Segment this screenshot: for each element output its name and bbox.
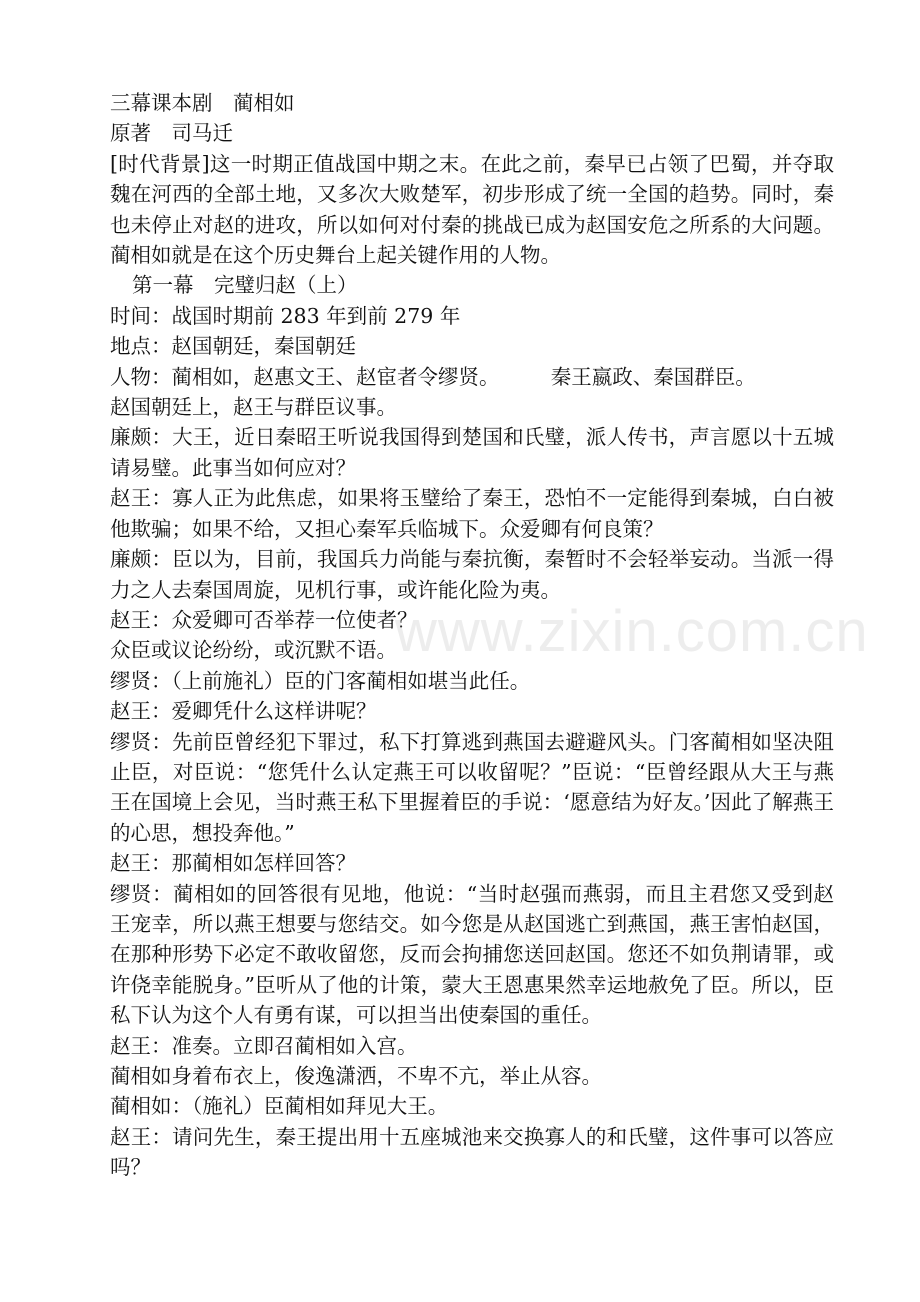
- author-line: 原著 司马迁: [110, 121, 233, 146]
- stage-direction: 蔺相如身着布衣上，俊逸潇洒，不卑不亢，举止从容。: [110, 1064, 602, 1088]
- place-line: 地点：赵国朝廷，秦国朝廷: [110, 334, 356, 359]
- document-body: [110, 88, 834, 1183]
- dialogue-line: 廉颇：大王，近日秦昭王听说我国得到楚国和氏璧，派人传书，声言愿以十五城请易璧。此事当如何应对？: [110, 425, 834, 480]
- dialogue-line: 缪贤：蔺相如的回答很有见地，他说：“当时赵强而燕弱，而且主君您又受到赵王宠幸，所以燕王想要与您结交。如今您是从赵国逃亡到燕国，燕王害怕赵国，在那种形势下必定不敢收留您，反而会拘捕您送回赵国。您还不如负荆请罪，或许侥幸能脱身。”臣听从了他的计策，蒙大王恩惠果然幸运地赦免了臣。所以，臣私下认为这个人有勇有谋，可以担当出使秦国的重任。: [110, 881, 834, 1028]
- background-paragraph: [时代背景]这一时期正值战国中期之末。在此之前，秦早已占领了巴蜀，并夺取魏在河西的全部土地，又多次大败楚军，初步形成了统一全国的趋势。同时，秦也未停止对赵的进攻，所以如何对付秦的挑战已成为赵国安危之所系的大问题。蔺相如就是在这个历史舞台上起关键作用的人物。: [110, 151, 834, 268]
- dialogue-line: 蔺相如：（施礼）臣蔺相如拜见大王。: [110, 1094, 449, 1119]
- dialogue-line: 赵王：那蔺相如怎样回答？: [110, 851, 356, 876]
- stage-direction: 众臣或议论纷纷，或沉默不语。: [110, 638, 397, 663]
- act-heading: 第一幕 完璧归赵（上）: [132, 273, 358, 298]
- dialogue-line: 廉颇：臣以为，目前，我国兵力尚能与秦抗衡，秦暂时不会轻举妄动。当派一得力之人去秦国周旋，见机行事，或许能化险为夷。: [110, 547, 834, 602]
- dialogue-line: 缪贤：先前臣曾经犯下罪过，私下打算逃到燕国去避避风头。门客蔺相如坚决阻止臣，对臣说：“您凭什么认定燕王可以收留呢？”臣说：“臣曾经跟从大王与燕王在国境上会见，当时燕王私下里握着臣的手说：‘愿意结为好友。’因此了解燕王的心思，想投奔他。”: [110, 729, 834, 845]
- dialogue-line: 赵王：众爱卿可否举荐一位使者？: [110, 607, 418, 632]
- stage-direction: 赵国朝廷上，赵王与群臣议事。: [110, 395, 397, 420]
- watermark: www.zixin.com.cn: [395, 599, 869, 664]
- dialogue-line: 赵王：寡人正为此焦虑，如果将玉璧给了秦王，恐怕不一定能得到秦城，白白被他欺骗；如果不给，又担心秦军兵临城下。众爱卿有何良策？: [110, 486, 834, 541]
- play-title: 三幕课本剧 蔺相如: [110, 91, 295, 115]
- dialogue-line: 赵王：准奏。立即召蔺相如入宫。: [110, 1033, 418, 1058]
- time-line: 时间：战国时期前 283 年到前 279 年: [110, 303, 461, 328]
- characters-line: 人物：蔺相如，赵惠文王、赵宦者令缪贤。 秦王嬴政、秦国群臣。: [110, 364, 756, 389]
- dialogue-line: 赵王：爱卿凭什么这样讲呢？: [110, 699, 377, 724]
- dialogue-line: 赵王：请问先生，秦王提出用十五座城池来交换寡人的和氏璧，这件事可以答应吗？: [110, 1124, 834, 1180]
- dialogue-line: 缪贤：（上前施礼）臣的门客蔺相如堪当此任。: [110, 668, 531, 693]
